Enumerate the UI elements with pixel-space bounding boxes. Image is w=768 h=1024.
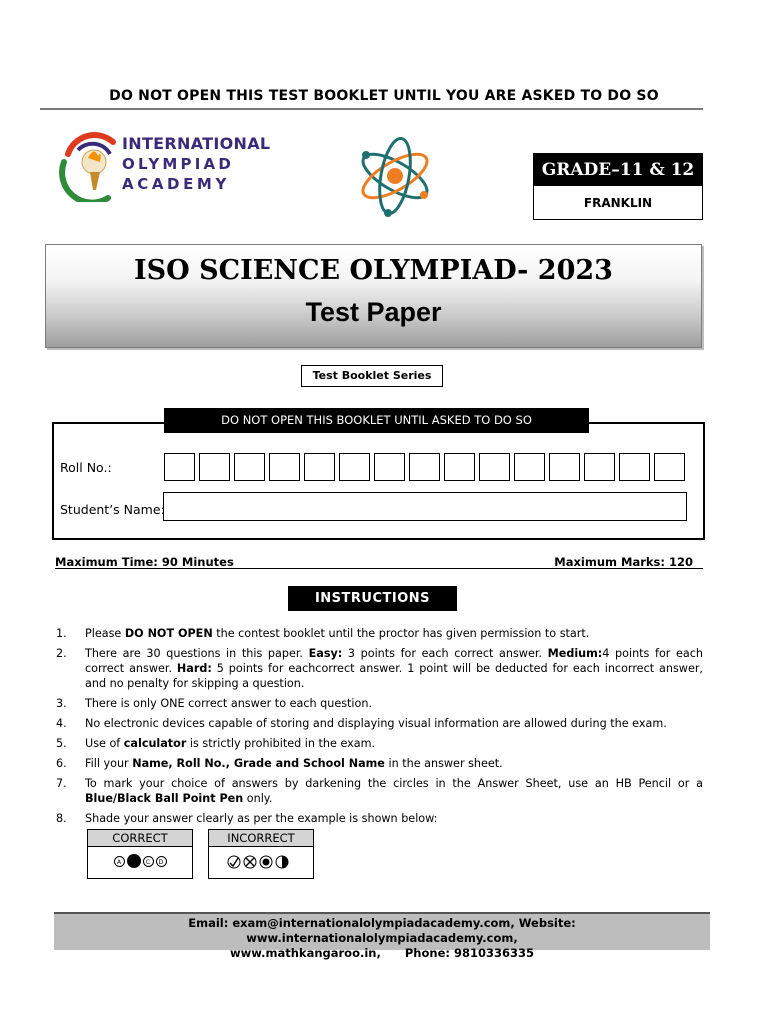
title-banner — [45, 244, 702, 348]
instruction-item — [56, 776, 703, 806]
instruction-item — [56, 736, 703, 751]
instruction-number: 3. — [56, 697, 67, 710]
instruction-number: 1. — [56, 627, 67, 640]
roll-number-cell[interactable] — [479, 453, 510, 481]
roll-number-cell[interactable] — [339, 453, 370, 481]
bubble-d: D — [156, 856, 167, 867]
top-warning: DO NOT OPEN THIS TEST BOOKLET UNTIL YOU ARE ASKED TO DO SO — [109, 88, 659, 104]
roll-number-cell[interactable] — [269, 453, 300, 481]
grade-box — [533, 153, 703, 220]
torch-globe-logo-icon — [58, 132, 128, 202]
instruction-text: To mark your choice of answers by darkening the circles in the Answer Sheet, use an HB Pencil or a Blue/Black Ball Point Pen only. — [85, 777, 703, 805]
max-marks: Maximum Marks: 120 — [554, 555, 693, 569]
roll-number-cell[interactable] — [199, 453, 230, 481]
instruction-item — [56, 756, 703, 771]
instruction-number: 6. — [56, 757, 67, 770]
roll-number-cell[interactable] — [584, 453, 615, 481]
grade-label: GRADE–11 & 12 — [534, 154, 702, 186]
roll-number-label: Roll No.: — [60, 460, 112, 475]
instruction-text: Use of calculator is strictly prohibited in the exam. — [85, 737, 376, 750]
form-banner: DO NOT OPEN THIS BOOKLET UNTIL ASKED TO DO SO — [164, 408, 589, 433]
atom-emblem — [354, 133, 436, 219]
max-time: Maximum Time: 90 Minutes — [55, 555, 234, 569]
correct-bubbles — [88, 854, 192, 868]
academy-name-line3: ACADEMY — [122, 175, 230, 193]
footer-contact-line2: www.mathkangaroo.in, Phone: 9810336335 — [229, 946, 534, 960]
grade-level: FRANKLIN — [583, 196, 653, 210]
instruction-number: 8. — [56, 812, 67, 825]
instructions-heading: INSTRUCTIONS — [288, 586, 457, 611]
correct-example — [87, 829, 193, 879]
student-form — [52, 422, 705, 540]
instruction-text: There are 30 questions in this paper. Easy: 3 points for each correct answer. Medium:4 points for each correct answer. Hard: 5 points for eachcorrect answer. 1 point will be deducted for each incorrect answer, and no penalty for skipping a question. — [85, 647, 704, 690]
instruction-number: 7. — [56, 777, 67, 790]
roll-number-cell[interactable] — [234, 453, 265, 481]
instruction-number: 5. — [56, 737, 67, 750]
roll-number-cell[interactable] — [619, 453, 650, 481]
booklet-series: Test Booklet Series — [301, 365, 443, 387]
roll-number-cell[interactable] — [654, 453, 685, 481]
top-divider — [40, 108, 703, 110]
roll-number-cell[interactable] — [164, 453, 195, 481]
roll-number-cell[interactable] — [444, 453, 475, 481]
instruction-number: 4. — [56, 717, 67, 730]
academy-logo — [58, 132, 271, 202]
roll-number-cell[interactable] — [549, 453, 580, 481]
incorrect-bubbles — [209, 854, 313, 872]
student-name-field[interactable] — [163, 492, 687, 521]
instruction-text: There is only ONE correct answer to each question. — [85, 697, 373, 710]
instruction-text: Fill your Name, Roll No., Grade and School Name in the answer sheet. — [85, 757, 503, 770]
bubble-a: A — [114, 856, 125, 867]
instruction-item — [56, 716, 703, 731]
roll-number-cell[interactable] — [304, 453, 335, 481]
instruction-item — [56, 646, 703, 691]
correct-example-label: CORRECT — [88, 830, 192, 847]
academy-name-line2: OLYMPIAD — [122, 155, 234, 173]
instruction-number: 2. — [56, 647, 67, 660]
instruction-item — [56, 811, 703, 826]
bubble-c: C — [143, 856, 154, 867]
academy-name — [122, 134, 270, 194]
contact-footer — [54, 912, 710, 960]
paper-subtitle: Test Paper — [305, 297, 442, 327]
roll-number-cell[interactable] — [409, 453, 440, 481]
academy-name-line1: INTERNATIONAL — [122, 134, 271, 153]
instruction-text: Please DO NOT OPEN the contest booklet until the proctor has given permission to start. — [85, 627, 590, 640]
instructions-list — [56, 626, 703, 831]
incorrect-example — [208, 829, 314, 879]
instruction-item — [56, 626, 703, 641]
bubble-filled — [127, 854, 141, 868]
paper-title: ISO SCIENCE OLYMPIAD- 2023 — [134, 255, 613, 286]
roll-number-boxes — [164, 453, 685, 481]
atom-icon — [354, 133, 436, 219]
roll-number-cell[interactable] — [514, 453, 545, 481]
student-name-label: Student’s Name: — [60, 502, 165, 517]
instruction-text: No electronic devices capable of storing and displaying visual information are allowed during the exam. — [85, 717, 667, 730]
instruction-item — [56, 696, 703, 711]
exam-info-divider — [55, 568, 703, 569]
incorrect-example-label: INCORRECT — [209, 830, 313, 847]
incorrect-marks-icon — [226, 854, 296, 870]
roll-number-cell[interactable] — [374, 453, 405, 481]
footer-contact-line1: Email: exam@internationalolympiadacademy.com, Website: www.internationalolympiadacademy.com, — [188, 916, 576, 945]
instruction-text: Shade your answer clearly as per the example is shown below: — [85, 812, 438, 825]
